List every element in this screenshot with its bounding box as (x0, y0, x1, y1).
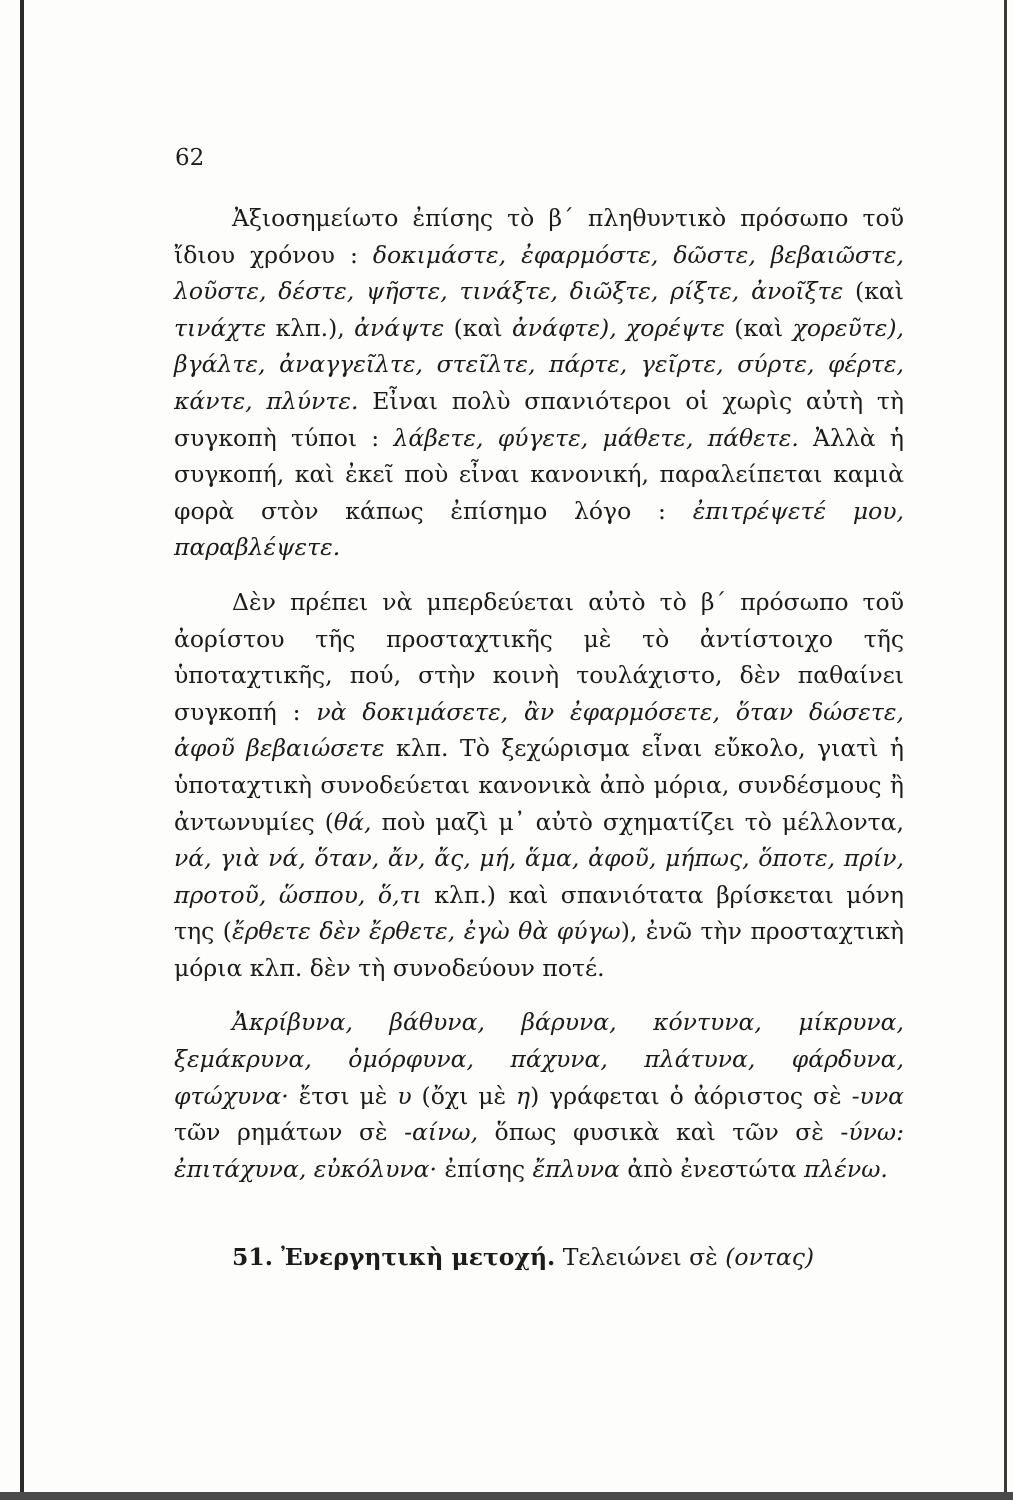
italic-text: δοκιμάστε, ἐφαρμόστε, δῶστε, βεβαιῶστε, λοῦστε, δέστε, ψῆστε, τινάξτε, διῶξτε, ρίξτε, ἀνοῖξτε (174, 240, 904, 306)
italic-text: τινάχτε (174, 313, 267, 342)
italic-text: νά, γιὰ νά, ὅταν, ἄν, ἄς, μή, ἅμα, ἀφοῦ, μήπως, ὅποτε, πρίν, προτοῦ, ὥσπου, ὅ,τι (174, 844, 904, 909)
paragraph (174, 584, 904, 987)
scan-border-bottom (0, 1492, 1013, 1500)
text-run: ἔτσι μὲ (288, 1081, 398, 1110)
text-run: ), ἐνῶ τὴν προσταχτικὴ μόρια κλπ. δὲν τὴ συνοδεύουν ποτέ. (174, 917, 904, 982)
paragraph (174, 200, 904, 566)
text-run: τῶν ρημάτων σὲ (174, 1118, 405, 1147)
italic-text: λάβετε, φύγετε, μάθετε, πάθετε. (393, 423, 799, 452)
text-run: Δὲν πρέπει νὰ μπερδεύεται αὐτὸ τὸ β΄ πρόσωπο τοῦ ἀορίστου τῆς προσταχτικῆς μὲ τὸ ἀντίστοιχο τῆς ὑποταχτικῆς, πού, στὴν κοινὴ τουλάχιστο, δὲν παθαίνει συγκοπή : (174, 587, 904, 726)
italic-text: πλένω. (803, 1154, 888, 1183)
italic-text: ἀνάψτε (354, 313, 445, 342)
page-number: 62 (175, 145, 205, 171)
text-run: Τελειώνει σὲ (555, 1243, 726, 1272)
text-run: ἐπίσης (437, 1154, 533, 1183)
italic-text: νὰ δοκιμάσετε, ἂν ἐφαρμόσετε, ὅταν δώσετε, ἀφοῦ βεβαιώσετε (174, 697, 904, 763)
text-run: (ὄχι μὲ (411, 1081, 517, 1110)
italic-text: η (516, 1081, 531, 1110)
text-run: Εἶναι πολὺ σπανιότεροι οἱ χωρὶς αὐτὴ τὴ συγκοπὴ τύποι : (174, 386, 904, 452)
italic-text: -ύνω: ἐπιτάχυνα, εὐκόλυνα· (174, 1118, 904, 1183)
italic-text: χορεῦτε), βγάλτε, ἀναγγεῖλτε, στεῖλτε, πάρτε, γεῖρτε, σύρτε, φέρτε, κάντε, πλύντε. (174, 313, 904, 415)
text-run: Ἀλλὰ ἡ συγκοπή, καὶ ἐκεῖ ποὺ εἶναι κανονική, παραλείπεται καμιὰ φορὰ στὸν κάπως ἐπίσημο λόγο : (174, 423, 904, 525)
italic-text: υ (397, 1081, 412, 1110)
text-run: κλπ. Τὸ ξεχώρισμα εἶναι εὔκολο, γιατὶ ἡ ὑποταχτικὴ συνοδεύεται κανονικὰ ἀπὸ μόρια, συνδέσμους ἢ ἀντωνυμίες ( (174, 734, 904, 836)
paragraph (174, 1004, 904, 1187)
text-run: ποὺ μαζὶ μ᾽ αὐτὸ σχηματίζει τὸ μέλλοντα, (371, 807, 904, 836)
scan-border-left (20, 0, 24, 1500)
italic-text: (οντας) (725, 1243, 815, 1272)
italic-text: ἀνάφτε), χορέψτε (511, 313, 725, 342)
text-run: κλπ.), (266, 313, 355, 342)
italic-text: ἔρθετε δὲν ἔρθετε, ἐγὼ θὰ φύγω (231, 917, 621, 946)
italic-text: ἔπλυνα (532, 1154, 620, 1183)
text-run: (καὶ (724, 313, 793, 342)
text-run: ) γράφεται ὁ ἀόριστος σὲ (530, 1081, 852, 1110)
text-run: Ἀξιοσημείωτο ἐπίσης τὸ β΄ πληθυντικὸ πρόσωπο τοῦ ἴδιου χρόνου : (174, 204, 904, 269)
section-paragraph (174, 1239, 904, 1276)
text-run: ἀπὸ ἐνεστώτα (619, 1154, 804, 1183)
italic-text: Ἀκρίβυνα, βάθυνα, βάρυνα, κόντυνα, μίκρυνα, ξεμάκρυνα, ὁμόρφυνα, πάχυνα, πλάτυνα, φάρδυνα, φτώχυνα· (174, 1008, 904, 1110)
text-run: ὅπως φυσικὰ καὶ τῶν σὲ (478, 1118, 841, 1147)
italic-text: ἐπιτρέψετέ μου, παραβλέψετε. (174, 496, 904, 562)
body-text (174, 200, 904, 1276)
scan-border-right (1004, 0, 1007, 1500)
italic-text: -υνα (851, 1081, 904, 1110)
section-heading: 51. Ἐνεργητικὴ μετοχή. (232, 1243, 556, 1272)
italic-text: -αίνω, (404, 1118, 479, 1147)
italic-text: θά, (333, 807, 372, 836)
text-run: (καὶ (444, 313, 512, 342)
text-run: (καὶ (843, 277, 904, 306)
text-run: κλπ.) καὶ σπανιότατα βρίσκεται μόνη της ( (174, 880, 904, 946)
